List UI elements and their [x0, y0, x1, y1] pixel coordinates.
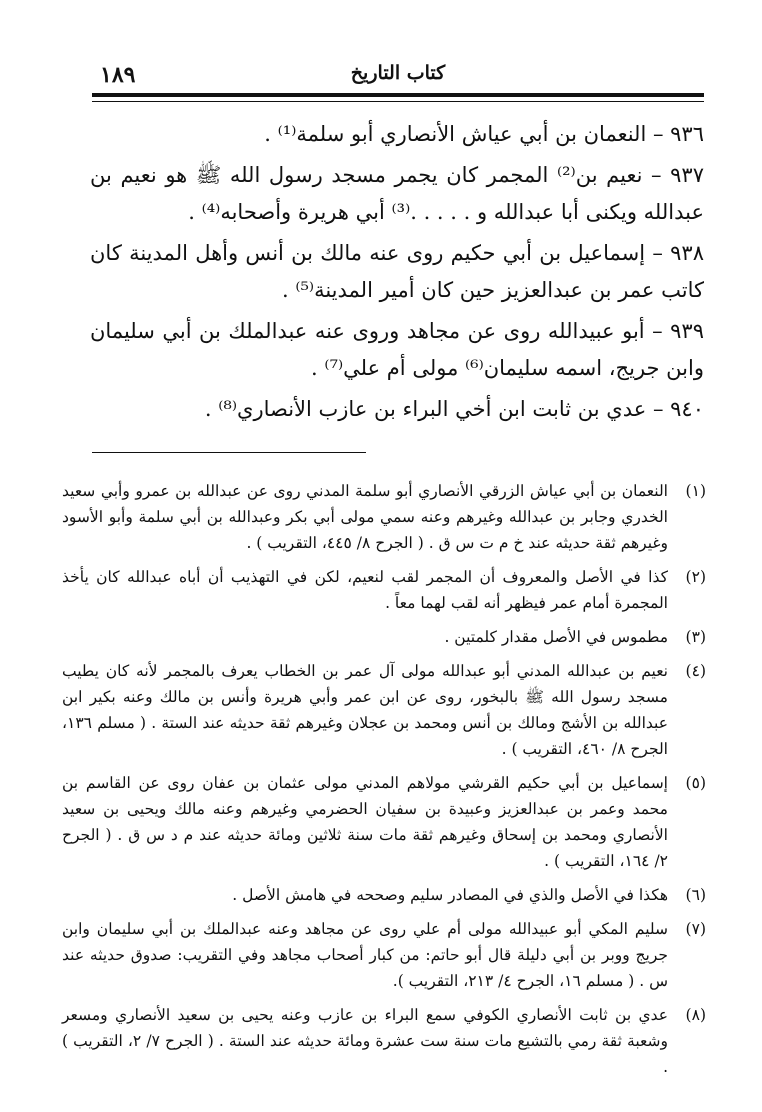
main-text — [90, 116, 704, 432]
footnote-number: (١) — [685, 482, 706, 500]
footnote-text: عدي بن ثابت الأنصاري الكوفي سمع البراء بن عازب وعنه يحيى بن سعيد الأنصاري ومسعر وشعبة ثقة رمي بالتشيع مات سنة ست عشرة ومائة حديثه عند الستة . ( الجرح ٧/ ٢، التقريب ) . — [62, 1006, 668, 1076]
footnote-7 — [62, 916, 706, 994]
header-rule-thin — [92, 101, 704, 102]
footnote-text: مطموس في الأصل مقدار كلمتين . — [444, 628, 668, 646]
page-number: ١٨٩ — [100, 62, 136, 88]
entry-number: ٩٣٧ — [670, 163, 704, 187]
entry-937: ٩٣٧ – نعيم بن⁽²⁾ المجمر كان يجمر مسجد رسول الله ﷺ هو نعيم بن عبدالله ويكنى أبا عبدالله و . . . . .⁽³⁾ أبي هريرة وأصحابه⁽⁴⁾ . — [90, 163, 704, 224]
footnote-number: (٤) — [685, 662, 706, 680]
entry-number: ٩٤٠ — [670, 397, 704, 421]
footnote-6 — [62, 882, 706, 908]
footnote-3 — [62, 624, 706, 650]
footnote-2 — [62, 564, 706, 616]
footnote-number: (٥) — [685, 774, 706, 792]
footnote-number: (٦) — [685, 886, 706, 904]
footnotes — [62, 478, 706, 1088]
entry-number: ٩٣٩ — [670, 319, 704, 343]
footnote-1 — [62, 478, 706, 556]
footnote-text: كذا في الأصل والمعروف أن المجمر لقب لنعيم، لكن في التهذيب أن أباه عبدالله كان يأخذ المجمرة أمام عمر فيظهر أنه لقب لهما معاً . — [62, 568, 668, 612]
entry-text: إسماعيل بن أبي حكيم روى عنه مالك بن أنس وأهل المدينة كان كاتب عمر بن عبدالعزيز حين كان أمير المدينة⁽⁵⁾ . — [90, 241, 704, 302]
footnote-4 — [62, 658, 706, 762]
entry-text: النعمان بن أبي عياش الأنصاري أبو سلمة⁽¹⁾ . — [264, 122, 647, 146]
entry-number: ٩٣٦ — [670, 122, 704, 146]
page-title: كتاب التاريخ — [350, 62, 446, 84]
footnote-5 — [62, 770, 706, 874]
footnote-number: (٧) — [685, 920, 706, 938]
page-header — [92, 60, 704, 96]
footnote-8 — [62, 1002, 706, 1080]
footnote-separator — [92, 452, 366, 453]
footnote-number: (٢) — [685, 568, 706, 586]
footnote-text: سليم المكي أبو عبيدالله مولى أم علي روى عن مجاهد وعنه عبدالملك بن أبي سليمان وابن جريج ووبر بن أبي دليلة قال أبو حاتم: من كبار أصحاب مجاهد وفي التقريب: صدوق حديثه عند س . ( مسلم ١٦، الجرح ٤/ ٢١٣، التقريب ). — [62, 920, 668, 990]
entry-number: ٩٣٨ — [670, 241, 704, 265]
footnote-text: إسماعيل بن أبي حكيم القرشي مولاهم المدني مولى عثمان بن عفان روى عن القاسم بن محمد وعمر بن عبدالعزيز وعبيدة بن سفيان الحضرمي وغيرهم وعنه مالك ويحيى بن سعيد الأنصاري ومحمد بن إسحاق وغيرهم ثقة مات سنة ثلاثين ومائة حديثه عند م د س ق . ( الجرح ٢/ ١٦٤، التقريب ) . — [62, 774, 668, 870]
entry-text: نعيم بن⁽²⁾ المجمر كان يجمر مسجد رسول الله ﷺ هو نعيم بن عبدالله ويكنى أبا عبدالله و . . . . .⁽³⁾ أبي هريرة وأصحابه⁽⁴⁾ . — [90, 163, 704, 224]
footnote-text: نعيم بن عبدالله المدني أبو عبدالله مولى آل عمر بن الخطاب يعرف بالمجمر لأنه كان يطيب مسجد رسول الله ﷺ بالبخور، روى عن ابن عمر وأبي هريرة وأنس بن مالك وعنه بكير ابن عبدالله بن الأشج ومالك بن أنس ومحمد بن عجلان وغيرهم ثقة حديثه عند الستة . ( مسلم ١٣٦، الجرح ٨/ ٤٦٠، التقريب ) . — [62, 662, 668, 758]
entry-text: أبو عبيدالله روى عن مجاهد وروى عنه عبدالملك بن أبي سليمان وابن جريج، اسمه سليمان⁽⁶⁾ مولى أم علي⁽⁷⁾ . — [90, 319, 704, 380]
footnote-text: هكذا في الأصل والذي في المصادر سليم وصححه في هامش الأصل . — [232, 886, 668, 904]
entry-940: ٩٤٠ – عدي بن ثابت ابن أخي البراء بن عازب الأنصاري⁽⁸⁾ . — [204, 397, 704, 421]
footnote-text: النعمان بن أبي عياش الزرقي الأنصاري أبو سلمة المدني روى عن عبدالله بن عمرو وأبي سعيد الخدري وجابر بن عبدالله وغيرهم وعنه سمي مولى أبي بكر وعبدالله بن أبي سلمة وأبو الأسود وغيرهم ثقة حديثه عند خ م ت س ق . ( الجرح ٨/ ٤٤٥، التقريب ) . — [62, 482, 668, 552]
footnote-number: (٨) — [685, 1006, 706, 1024]
entry-938: ٩٣٨ – إسماعيل بن أبي حكيم روى عنه مالك بن أنس وأهل المدينة كان كاتب عمر بن عبدالعزيز حين كان أمير المدينة⁽⁵⁾ . — [90, 241, 704, 302]
entry-936: ٩٣٦ – النعمان بن أبي عياش الأنصاري أبو سلمة⁽¹⁾ . — [264, 122, 704, 146]
entry-text: عدي بن ثابت ابن أخي البراء بن عازب الأنصاري⁽⁸⁾ . — [204, 397, 647, 421]
footnote-number: (٣) — [685, 628, 706, 646]
entry-939: ٩٣٩ – أبو عبيدالله روى عن مجاهد وروى عنه عبدالملك بن أبي سليمان وابن جريج، اسمه سليمان⁽⁶⁾ مولى أم علي⁽⁷⁾ . — [90, 319, 704, 380]
header-rule-thick — [92, 93, 704, 97]
